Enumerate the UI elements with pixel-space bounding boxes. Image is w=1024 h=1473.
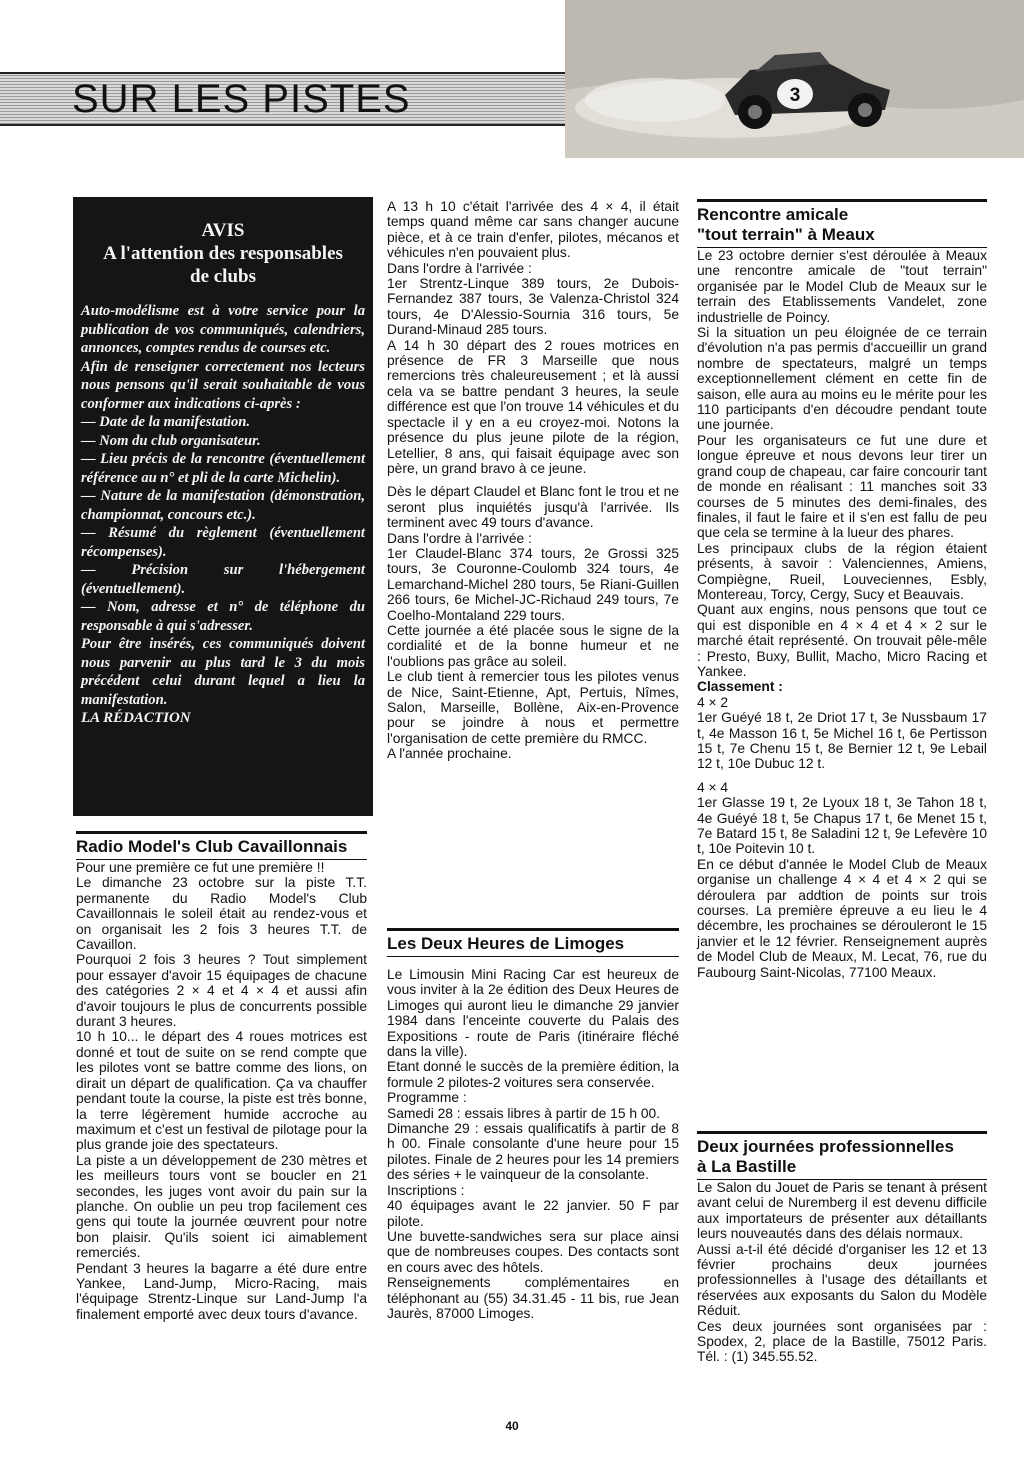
category-label: 4 × 4 — [697, 779, 729, 795]
article-paragraph: Le 23 octobre dernier s'est déroulée à Meaux une rencontre amicale de "tout terrain" organisée par le Model Club de Meaux sur le terrain des Etablissements Vandelet, zone industrielle de Poincy. — [697, 248, 987, 325]
notice-paragraph: Afin de renseigner correctement nos lecteurs nous pensons qu'il serait souhaitable de vous conformer aux indications ci-après : — [81, 358, 365, 412]
bastille-headline — [697, 1131, 987, 1180]
article-paragraph: Pour une première ce fut une première !! — [76, 860, 325, 875]
category-label: 4 × 2 — [697, 694, 729, 710]
meaux-headline — [697, 199, 987, 248]
bastille-headline-line-2: à La Bastille — [697, 1157, 797, 1176]
cavaillon-continuation — [387, 199, 679, 762]
article-paragraph: 1er Claudel-Blanc 374 tours, 2e Grossi 325 tours, 3e Couronne-Coulomb 324 tours, 4e Lemarchand-Michel 280 tours, 5e Riani-Guillen 266 tours, 6e Michel-JC-Richaud 249 tours, 7e Coelho-Montaland 229 tours. — [387, 545, 679, 623]
notice-paragraph: Auto-modélisme est à votre service pour la publication de vos communiqués, calendriers, annonces, comptes rendus de courses etc. — [81, 303, 365, 356]
bastille-article — [697, 1131, 987, 1365]
article-paragraph: Une buvette-sandwiches sera sur place ainsi que de nombreuses coupes. Des contacts sont en cours avec des hôtels. — [387, 1228, 679, 1275]
meaux-headline-line-2: "tout terrain" à Meaux — [697, 225, 875, 244]
notice-signature: LA RÉDACTION — [81, 710, 191, 726]
article-paragraph: Programme : — [387, 1090, 467, 1106]
notice-item: — Résumé du règlement (éventuellement récompenses). — [81, 525, 365, 560]
notice-title-2: A l'attention des responsables — [103, 243, 343, 264]
classement-label: Classement : — [697, 679, 783, 695]
notice-title-1: AVIS — [201, 220, 245, 241]
article-paragraph: Renseignements complémentaires en téléphonant au (55) 34.31.45 - 11 bis, rue Jean Jaurès, 87000 Limoges. — [387, 1275, 679, 1321]
notice-item: — Lieu précis de la rencontre (éventuellement référence au n° et pli de la carte Michelin). — [81, 451, 365, 486]
article-paragraph: Le club tient à remercier tous les pilotes venus de Nice, Saint-Etienne, Apt, Pertuis, Nîmes, Salon, Marseille, Bollène, Aix-en-Provence pour se joindre à nous et permettre l'organisation de cette première du RMCC. — [387, 669, 679, 746]
section-title: SUR LES PISTES — [72, 77, 411, 121]
notice-paragraph: Pour être insérés, ces communiqués doivent nous parvenir au plus tard le 3 du mois précédent celui durant lequel a lieu la manifestation. — [81, 636, 365, 708]
article-paragraph: A 14 h 30 départ des 2 roues motrices en présence de FR 3 Marseille que nous remercions très chaleureusement ; et là aussi cela va se battre pendant 3 heures, la seule différence est que l'on trouve 14 véhicules et du spectacle il y en a eu croyez-moi. Notons la présence du plus jeune pilote de la région, Letellier, 8 ans, qui faisait équipage avec son père, un grand bravo à ce jeune. — [387, 337, 679, 476]
article-paragraph: Les principaux clubs de la région étaient présents, à savoir : Valenciennes, Amiens, Compiègne, Rueil, Louveciennes, Esbly, Montereau, Torcy, Cergy, Sucy et Beauvais. — [697, 540, 987, 602]
meaux-article — [697, 199, 987, 980]
article-paragraph: En ce début d'année le Model Club de Meaux organise un challenge 4 × 4 et 4 × 2 qui se déroulera par addtion de points sur trois courses. La première épreuve a eu lieu le 4 décembre, les prochaines se dérouleront le 15 janvier et le 12 février. Renseignement auprès de Model Club de Meaux, M. Lecat, 76, rue du Faubourg Saint-Nicolas, 77100 Meaux. — [697, 856, 987, 980]
notice-box — [73, 197, 373, 816]
notice-item: — Nom, adresse et n° de téléphone du responsable à qui s'adresser. — [81, 599, 365, 634]
article-paragraph: Etant donné le succès de la première édition, la formule 2 pilotes-2 voitures sera conservée. — [387, 1059, 679, 1090]
article-paragraph: Dans l'ordre à l'arrivée : — [387, 530, 532, 546]
article-paragraph: Dans l'ordre à l'arrivée : — [387, 260, 532, 276]
notice-item: — Date de la manifestation. — [81, 414, 251, 430]
cavaillon-article — [76, 831, 367, 1322]
article-paragraph: Si la situation un peu éloignée de ce terrain d'évolution n'a pas permis d'accueillir un grand nombre de spectateurs, malgré un temps exceptionnellement clément en cette fin de saison, elle aura au moins eu le mérite pour les 110 participants d'en découdre pendant toute une journée. — [697, 325, 987, 433]
article-paragraph: A 13 h 10 c'était l'arrivée des 4 × 4, il était temps quand même car sans changer aucune pièce, et à ce train d'enfer, pilotes, mécanos et véhicules n'en pouvaient plus. — [387, 199, 679, 261]
article-paragraph: Pour les organisateurs ce fut une dure et longue épreuve et nous devons leur tirer un grand coup de chapeau, car faire concourir tant de monde en réalisant : 11 manches soit 33 courses de 5 minutes des demi-finales, des finales, il faut le faire et il s'en est fallu de peu que cela se termine à la lueur des phares. — [697, 432, 987, 541]
page-number: 40 — [505, 1419, 519, 1433]
car-race-number: 3 — [789, 85, 801, 106]
cavaillon-headline: Radio Model's Club Cavaillonnais — [76, 831, 367, 860]
bastille-headline-line-1: Deux journées professionnelles — [697, 1137, 954, 1156]
article-paragraph: Cette journée a été placée sous le signe de la cordialité et de la bonne humeur et ne l'oublions pas grâce au soleil. — [387, 622, 679, 669]
notice-item: — Précision sur l'hébergement (éventuellement). — [81, 562, 365, 597]
article-paragraph: Quant aux engins, nous pensons que tout ce qui est disponible en 4 × 4 et 4 × 2 sur le marché était représenté. On trouvait pêle-mêle : Presto, Buxy, Bullit, Macho, Micro Racing et Yankee. — [697, 602, 987, 679]
article-paragraph: Le dimanche 23 octobre sur la piste T.T. permanente du Radio Model's Club Cavaillonnais le soleil était au rendez-vous et on organisait les 2 fois 3 heures T.T. de Cavaillon. — [76, 875, 367, 953]
article-paragraph: Le Limousin Mini Racing Car est heureux de vous inviter à la 2e édition des Deux Heures de Limoges qui auront lieu le dimanche 29 janvier 1984 dans l'enceinte couverte du Palais des Expositions - route de Paris (itinéraire fléché dans la ville). — [387, 967, 679, 1060]
limoges-headline: Les Deux Heures de Limoges — [387, 928, 679, 957]
article-paragraph: Dimanche 29 : essais qualificatifs à partir de 8 h 00. Finale consolante d'une heure pour 15 pilotes. Finale de 2 heures pour les 14 premiers des séries + le vainqueur de la consolante. — [387, 1121, 679, 1183]
limoges-article — [387, 928, 679, 1321]
meaux-headline-line-1: Rencontre amicale — [697, 205, 849, 224]
article-paragraph: Aussi a-t-il été décidé d'organiser les 12 et 13 février prochains deux journées professionnelles à l'usage des détaillants et réservées aux exposants du Salon du Modèle Réduit. — [697, 1241, 987, 1319]
article-paragraph: 40 équipages avant le 22 janvier. 50 F par pilote. — [387, 1198, 679, 1229]
article-paragraph: Inscriptions : — [387, 1182, 465, 1198]
article-paragraph: A l'année prochaine. — [387, 746, 512, 762]
article-paragraph: La piste a un développement de 230 mètres et les meilleurs tours vont se boucler en 21 secondes, les juges vont avoir du pain sur la planche. On oublie un peu trop facilement ces gens qui toute la journée œuvrent pour notre bon plaisir. Qu'ils soient ici aimablement remerciés. — [76, 1152, 367, 1261]
article-paragraph: Pendant 3 heures la bagarre a été dure entre Yankee, Land-Jump, Micro-Racing, mais l'équipage Strentz-Linque sur Land-Jump l'a finalement emporté avec deux tours d'avance. — [76, 1260, 367, 1322]
article-paragraph: Dès le départ Claudel et Blanc font le trou et ne seront plus inquiétés jusqu'à l'arrivée. Ils terminent avec 49 tours d'avance. — [387, 484, 679, 531]
article-paragraph: 10 h 10... le départ des 4 roues motrices est donné et tout de suite on se rend compte que les pilotes vont se battre comme des lions, on dirait un départ de qualification. Ça va chauffer pendant toute la course, la piste est très bonne, la terre légèrement humide accroche au maximum et c'est un festival de pilotage pour la plus grande joie des spectateurs. — [76, 1029, 367, 1153]
article-paragraph: Pourquoi 2 fois 3 heures ? Tout simplement pour essayer d'avoir 15 équipages de chacune des catégories 2 × 4 et 4 × 4 et aussi afin d'avoir toujours le plus de concurrents possible durant 3 heures. — [76, 952, 367, 1030]
article-paragraph: Ces deux journées sont organisées par : Spodex, 2, place de la Bastille, 75012 Paris. Tél. : (1) 345.55.52. — [697, 1318, 987, 1365]
offroad-car-photo — [565, 0, 1024, 158]
article-paragraph: Samedi 28 : essais libres à partir de 15 h 00. — [387, 1105, 661, 1121]
article-paragraph: 1er Strentz-Linque 389 tours, 2e Dubois-Fernandez 387 tours, 3e Valenza-Christol 324 tours, 4e D'Alessio-Sournia 316 tours, 5e Durand-Minaud 285 tours. — [387, 276, 679, 338]
notice-item: — Nature de la manifestation (démonstration, championnat, concours etc.). — [81, 488, 365, 523]
notice-title-3: de clubs — [190, 266, 256, 287]
category-results: 1er Guéyé 18 t, 2e Driot 17 t, 3e Nussbaum 17 t, 4e Masson 16 t, 5e Michel 16 t, 6e Pertisson 15 t, 7e Chenu 15 t, 8e Bernier 12 t, 9e Lebail 12 t, 10e Dubuc 12 t. — [697, 710, 987, 772]
notice-item: — Nom du club organisateur. — [81, 432, 261, 449]
article-paragraph: Le Salon du Jouet de Paris se tenant à présent avant celui de Nuremberg il est devenu difficile aux importateurs de présenter aux détaillants leurs nouveautés dans des délais normaux. — [697, 1180, 987, 1242]
category-results: 1er Glasse 19 t, 2e Lyoux 18 t, 3e Tahon 18 t, 4e Guéyé 18 t, 5e Chapus 17 t, 6e Menet 15 t, 7e Batard 15 t, 8e Saladini 12 t, 9e Lefevère 10 t, 10e Poitevin 10 t. — [697, 795, 987, 857]
